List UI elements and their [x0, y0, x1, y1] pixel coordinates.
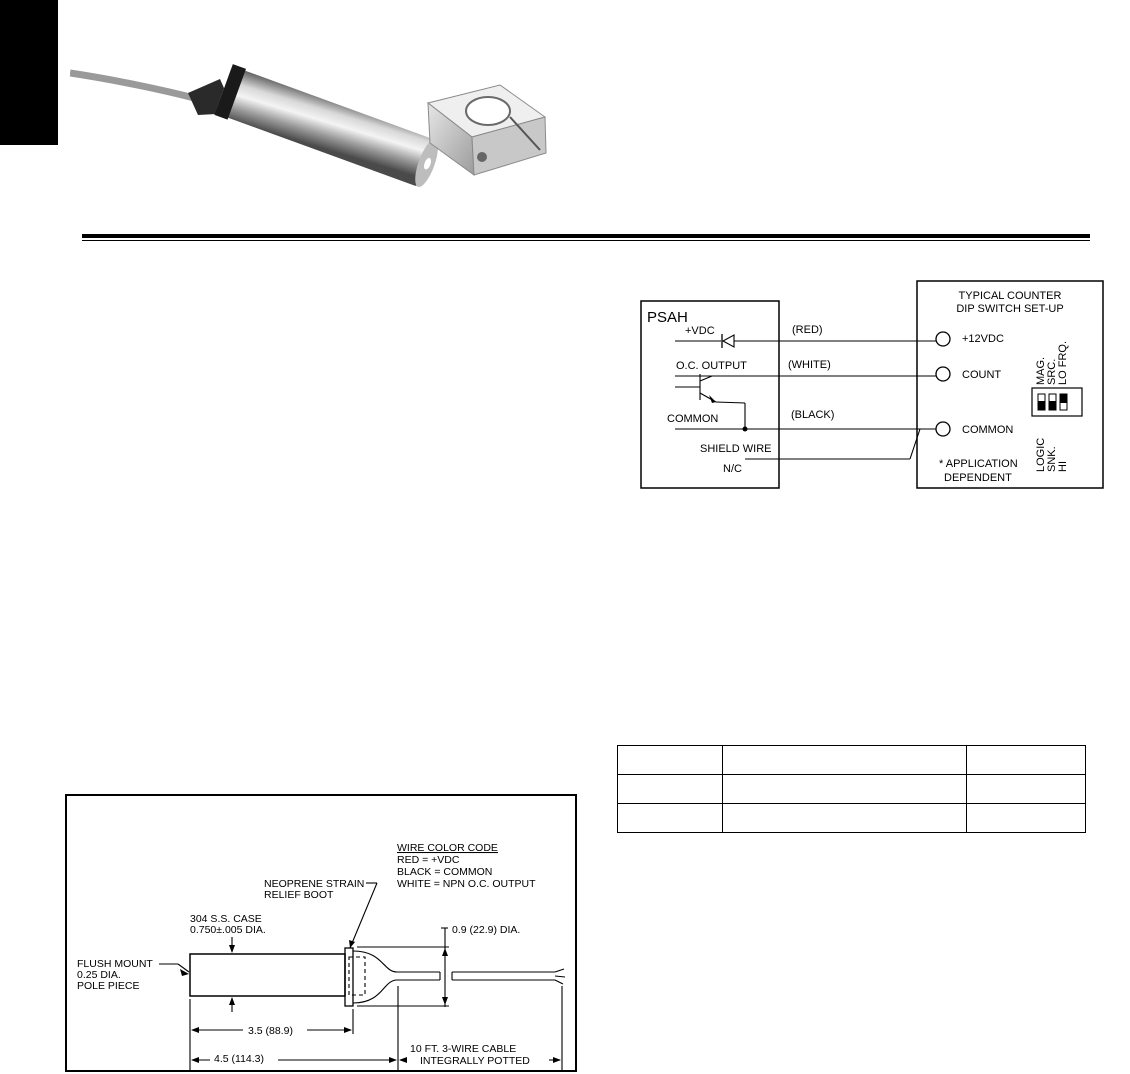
cable-label-2: INTEGRALLY POTTED — [420, 1055, 530, 1067]
boot-label-2: RELIEF BOOT — [264, 889, 334, 901]
counter-title-2: DIP SWITCH SET-UP — [956, 303, 1064, 315]
sensor-case — [190, 954, 345, 996]
table-cell — [618, 746, 723, 775]
terminal-common-label: COMMON — [962, 424, 1014, 436]
cable-label-1: 10 FT. 3-WIRE CABLE — [410, 1043, 517, 1055]
flush-label-3: POLE PIECE — [77, 980, 140, 992]
dip-top-3: LO FRQ. — [1057, 340, 1069, 385]
dip-bottom-3: HI — [1057, 461, 1069, 472]
case-length-label: 3.5 (88.9) — [248, 1025, 293, 1037]
shield-label-1: SHIELD WIRE — [700, 443, 772, 455]
table-cell — [723, 804, 967, 833]
terminal-12vdc — [936, 332, 950, 346]
wire-color-red: RED = +VDC — [397, 854, 460, 866]
table-cell — [618, 804, 723, 833]
terminal-common — [936, 422, 950, 436]
wiring-diagram — [630, 272, 1115, 502]
wire-color-black: BLACK = COMMON — [397, 866, 493, 878]
common-junction — [743, 427, 748, 432]
wire-red-label: (RED) — [792, 324, 823, 336]
diode-icon — [722, 334, 734, 348]
pin-common-label: COMMON — [667, 413, 719, 425]
table-cell — [967, 746, 1086, 775]
wire-black-label: (BLACK) — [791, 409, 835, 421]
table-row — [618, 804, 1086, 833]
product-photo — [70, 55, 570, 220]
table-cell — [618, 775, 723, 804]
terminal-count-label: COUNT — [962, 369, 1002, 381]
wire-white-label: (WHITE) — [788, 359, 831, 371]
wire-color-title: WIRE COLOR CODE — [397, 842, 498, 854]
shield-label-2: N/C — [723, 463, 742, 475]
dip-bottom-1: LOGIC — [1035, 437, 1047, 472]
case-label-2: 0.750±.005 DIA. — [190, 924, 266, 936]
boot-dia-label: 0.9 (22.9) DIA. — [452, 924, 521, 936]
device-label: PSAH — [647, 309, 688, 326]
table-cell — [967, 804, 1086, 833]
dip-bottom-2: SNK. — [1046, 446, 1058, 472]
dip-top-2: SRC. — [1046, 358, 1058, 385]
boot-label-1: NEOPRENE STRAIN — [264, 878, 365, 890]
flush-label-1: FLUSH MOUNT — [77, 958, 153, 970]
dimension-drawing — [65, 794, 578, 1074]
note-label-1: * APPLICATION — [939, 458, 1018, 470]
sensor-cable — [70, 73, 198, 99]
terminal-count — [936, 367, 950, 381]
section-divider-thin — [82, 240, 1090, 241]
case-label-1: 304 S.S. CASE — [190, 913, 262, 925]
counter-title-1: TYPICAL COUNTER — [958, 290, 1062, 302]
section-divider — [82, 234, 1090, 238]
table-row — [618, 775, 1086, 804]
mounting-bracket — [428, 85, 546, 175]
table-cell — [723, 775, 967, 804]
table-row — [618, 746, 1086, 775]
note-label-2: DEPENDENT — [944, 472, 1012, 484]
dip-top-1: MAG. — [1035, 356, 1047, 385]
flush-label-2: 0.25 DIA. — [77, 969, 121, 981]
pin-output-label: O.C. OUTPUT — [676, 360, 747, 372]
total-length-label: 4.5 (114.3) — [214, 1053, 265, 1065]
terminal-12vdc-label: +12VDC — [962, 333, 1004, 345]
spec-table — [617, 745, 1086, 833]
table-cell — [967, 775, 1086, 804]
dip-switch-block — [1032, 388, 1082, 416]
wire-color-white: WHITE = NPN O.C. OUTPUT — [397, 878, 536, 890]
table-cell — [723, 746, 967, 775]
pin-vdc-label: +VDC — [685, 325, 715, 337]
section-tab — [0, 0, 58, 145]
sensor-body — [214, 64, 443, 191]
